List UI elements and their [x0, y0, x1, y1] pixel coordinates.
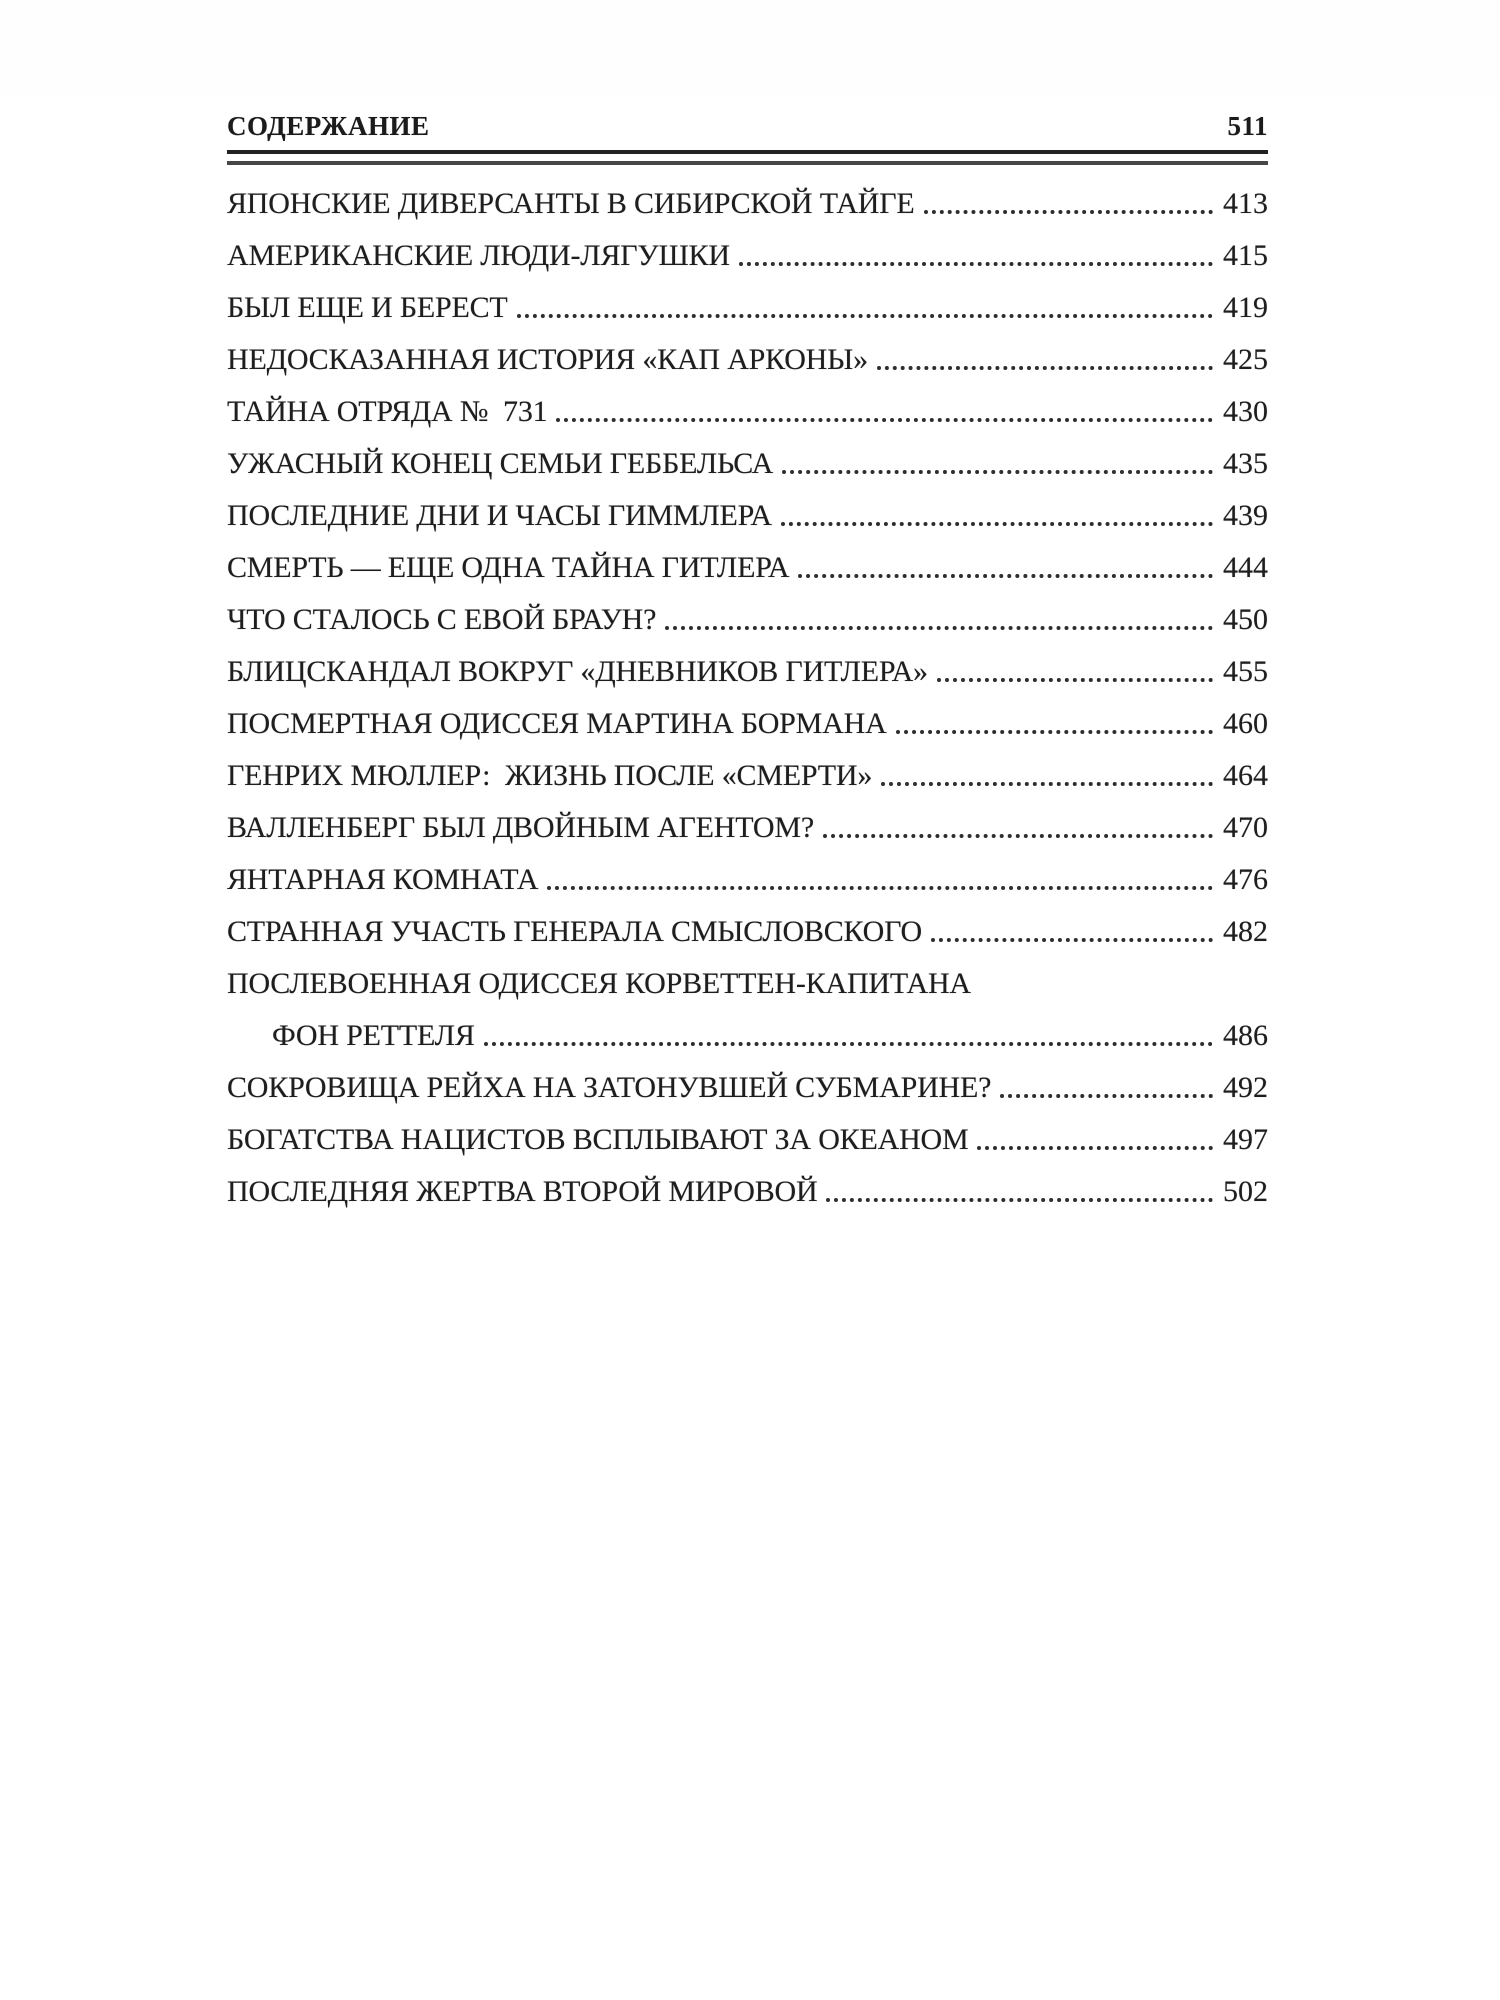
toc-entry: [227, 449, 1268, 479]
toc-entry-page-number: 470: [1223, 811, 1268, 844]
toc-entry-title: АМЕРИКАНСКИЕ ЛЮДИ-ЛЯГУШКИ: [227, 239, 730, 272]
toc-entry: [227, 1125, 1268, 1155]
toc-leader-dots: [484, 1042, 1213, 1046]
toc-entry-title: БЛИЦСКАНДАЛ ВОКРУГ «ДНЕВНИКОВ ГИТЛЕРА»: [227, 655, 928, 688]
toc-entry-page-number: 486: [1223, 1019, 1268, 1052]
toc-entry-page-number: 460: [1223, 707, 1268, 740]
toc-leader-dots: [896, 730, 1213, 734]
toc-entry-page-number: 435: [1223, 447, 1268, 480]
toc-entry: [227, 969, 1268, 999]
toc-leader-dots: [977, 1146, 1213, 1150]
toc-entry: [227, 1177, 1268, 1207]
toc-entry-page-number: 464: [1223, 759, 1268, 792]
toc-entry: [227, 657, 1268, 687]
toc-leader-dots: [1000, 1094, 1213, 1098]
toc-entry: [227, 241, 1268, 271]
toc-entry-page-number: 413: [1223, 187, 1268, 220]
toc-entry: [227, 293, 1268, 323]
toc-leader-dots: [798, 574, 1213, 578]
toc-entry-title: ЧТО СТАЛОСЬ С ЕВОЙ БРАУН?: [227, 603, 657, 636]
toc-leader-dots: [556, 418, 1213, 422]
toc-entry-title: ЯНТАРНАЯ КОМНАТА: [227, 863, 539, 896]
running-head: [227, 112, 1268, 140]
toc-entry-title: ВАЛЛЕНБЕРГ БЫЛ ДВОЙНЫМ АГЕНТОМ?: [227, 811, 814, 844]
toc-entry-page-number: 444: [1223, 551, 1268, 584]
toc-entry-title: ЯПОНСКИЕ ДИВЕРСАНТЫ В СИБИРСКОЙ ТАЙГЕ: [227, 187, 915, 220]
toc-entry: [227, 605, 1268, 635]
toc-entry-page-number: 492: [1223, 1071, 1268, 1104]
toc-entry: [227, 345, 1268, 375]
toc-entry-title: БОГАТСТВА НАЦИСТОВ ВСПЛЫВАЮТ ЗА ОКЕАНОМ: [227, 1123, 969, 1156]
toc-entry-page-number: 425: [1223, 343, 1268, 376]
toc-entry: [227, 1021, 1268, 1051]
toc-entry-page-number: 419: [1223, 291, 1268, 324]
toc-leader-dots: [517, 314, 1213, 318]
toc-leader-dots: [924, 210, 1213, 214]
toc-entry-title: БЫЛ ЕЩЕ И БЕРЕСТ: [227, 291, 508, 324]
toc-entry-title: ПОСЛЕДНЯЯ ЖЕРТВА ВТОРОЙ МИРОВОЙ: [227, 1175, 818, 1208]
toc-entry: [227, 865, 1268, 895]
toc-entry-page-number: 455: [1223, 655, 1268, 688]
toc-entry-page-number: 430: [1223, 395, 1268, 428]
toc-leader-dots: [665, 626, 1213, 630]
toc-entry: [227, 917, 1268, 947]
toc-entry-title: ПОСЛЕДНИЕ ДНИ И ЧАСЫ ГИММЛЕРА: [227, 499, 772, 532]
toc-entry: [227, 761, 1268, 791]
toc-entry-page-number: 439: [1223, 499, 1268, 532]
toc-entry: [227, 501, 1268, 531]
toc-entry: [227, 189, 1268, 219]
toc-heading: СОДЕРЖАНИЕ: [227, 111, 430, 141]
toc-leader-dots: [931, 938, 1213, 942]
toc-entry-title: ТАЙНА ОТРЯДА № 731: [227, 395, 548, 428]
folio-page-number: 511: [1227, 111, 1268, 141]
toc-entry: [227, 709, 1268, 739]
double-rule-divider: [227, 150, 1268, 165]
toc-entry-page-number: 497: [1223, 1123, 1268, 1156]
toc-entry: [227, 1073, 1268, 1103]
toc-leader-dots: [877, 366, 1213, 370]
toc-entry-title: СТРАННАЯ УЧАСТЬ ГЕНЕРАЛА СМЫСЛОВСКОГО: [227, 915, 922, 948]
toc-leader-dots: [782, 470, 1213, 474]
toc-list: [227, 189, 1268, 1207]
page-content: [227, 112, 1268, 1229]
toc-entry-page-number: 450: [1223, 603, 1268, 636]
toc-entry-title: НЕДОСКАЗАННАЯ ИСТОРИЯ «КАП АРКОНЫ»: [227, 343, 868, 376]
toc-leader-dots: [826, 1198, 1213, 1202]
toc-entry: [227, 813, 1268, 843]
toc-entry-title: СОКРОВИЩА РЕЙХА НА ЗАТОНУВШЕЙ СУБМАРИНЕ?: [227, 1071, 992, 1104]
toc-leader-dots: [881, 782, 1213, 786]
toc-leader-dots: [781, 522, 1213, 526]
toc-leader-dots: [823, 834, 1213, 838]
toc-entry-title: ГЕНРИХ МЮЛЛЕР: ЖИЗНЬ ПОСЛЕ «СМЕРТИ»: [227, 759, 873, 792]
toc-entry: [227, 553, 1268, 583]
toc-entry-title: ПОСЛЕВОЕННАЯ ОДИССЕЯ КОРВЕТТЕН-КАПИТАНА: [227, 967, 971, 1000]
toc-leader-dots: [547, 886, 1213, 890]
toc-entry-title: СМЕРТЬ — ЕЩЕ ОДНА ТАЙНА ГИТЛЕРА: [227, 551, 790, 584]
toc-entry-title: ФОН РЕТТЕЛЯ: [272, 1019, 475, 1052]
toc-leader-dots: [739, 262, 1213, 266]
toc-entry-title: ПОСМЕРТНАЯ ОДИССЕЯ МАРТИНА БОРМАНА: [227, 707, 887, 740]
toc-entry-page-number: 482: [1223, 915, 1268, 948]
toc-leader-dots: [937, 678, 1213, 682]
toc-entry-page-number: 476: [1223, 863, 1268, 896]
toc-entry-title: УЖАСНЫЙ КОНЕЦ СЕМЬИ ГЕББЕЛЬСА: [227, 447, 774, 480]
toc-entry: [227, 397, 1268, 427]
toc-entry-page-number: 502: [1223, 1175, 1268, 1208]
toc-entry-page-number: 415: [1223, 239, 1268, 272]
